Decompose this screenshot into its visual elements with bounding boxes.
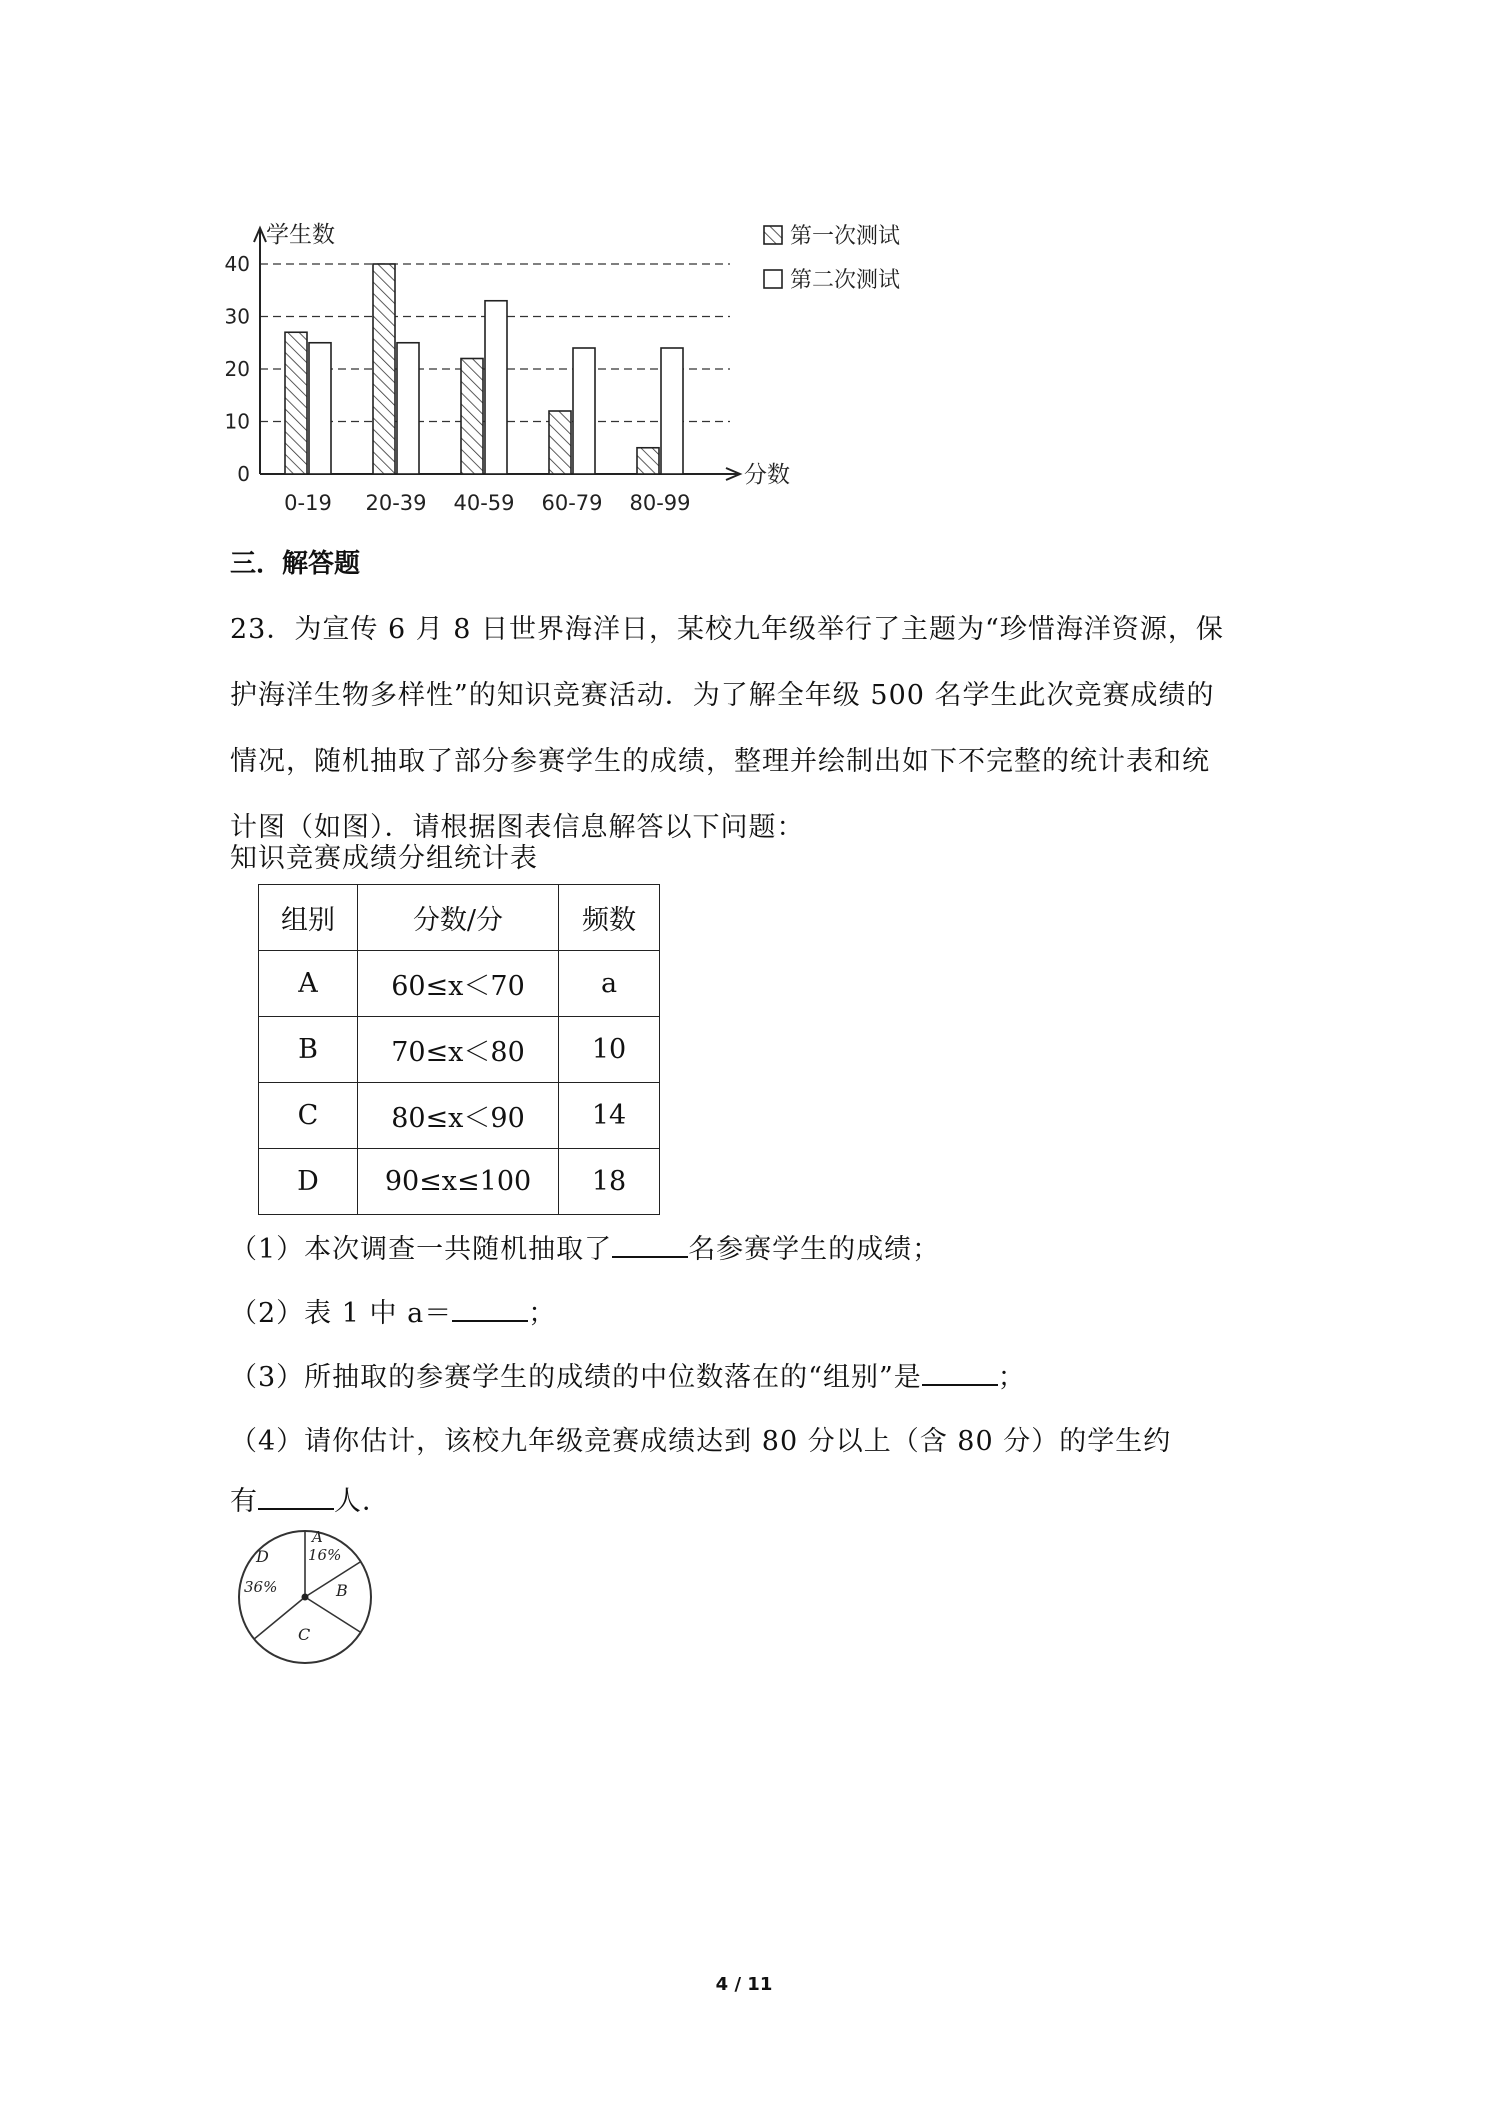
question-text: （4）请你估计，该校九年级竞赛成绩达到 80 分以上（含 80 分）的学生约 [230, 1426, 1172, 1457]
table-cell: A [259, 951, 358, 1017]
answer-blank[interactable] [922, 1362, 998, 1386]
x-tick-label: 40-59 [453, 491, 515, 515]
problem-line: 情况，随机抽取了部分参赛学生的成绩，整理并绘制出如下不完整的统计表和统 [230, 746, 1210, 777]
pie-label: A [312, 1528, 323, 1546]
question-text: 有 [230, 1486, 258, 1517]
bar-first-test [461, 359, 483, 475]
x-tick-label: 80-99 [629, 491, 691, 515]
score-table [258, 884, 660, 1215]
question-3 [230, 1355, 1026, 1394]
y-tick-label: 0 [237, 462, 250, 486]
table-cell: 90≤x≤100 [358, 1149, 559, 1215]
y-tick-label: 40 [224, 252, 250, 276]
table-header: 组别 [259, 885, 358, 951]
table-header-row [259, 885, 660, 951]
table-cell: 10 [559, 1017, 660, 1083]
bar-first-test [549, 411, 571, 474]
table-cell: B [259, 1017, 358, 1083]
table-title: 知识竞赛成绩分组统计表 [230, 843, 538, 874]
section-title: 三．解答题 [230, 549, 361, 579]
page-number: 4 / 11 [715, 1974, 773, 1995]
table-cell: 70≤x＜80 [358, 1017, 559, 1083]
bar-second-test [573, 348, 595, 474]
question-text: ； [997, 1362, 1026, 1393]
pie-label: B [336, 1581, 348, 1600]
y-tick-label: 10 [224, 409, 250, 434]
question-1 [230, 1227, 940, 1266]
table-header: 频数 [559, 885, 660, 951]
problem-line: 计图（如图）．请根据图表信息解答以下问题： [230, 812, 805, 843]
pie-label: D [256, 1547, 269, 1566]
x-tick-label: 60-79 [541, 491, 603, 515]
question-text: ； [528, 1298, 557, 1329]
answer-blank[interactable] [258, 1486, 334, 1510]
pie-value-label: 16% [308, 1546, 342, 1564]
table-cell: 14 [559, 1083, 660, 1149]
legend-swatch-blank [764, 270, 782, 288]
y-axis-label: 学生数 [266, 222, 335, 248]
question-text: （2）表 1 中 a＝ [230, 1298, 453, 1329]
legend-swatch-hatched [764, 226, 782, 244]
answer-blank[interactable] [452, 1298, 528, 1322]
question-text: （3）所抽取的参赛学生的成绩的中位数落在的“组别”是 [230, 1362, 922, 1393]
question-text: 名参赛学生的成绩； [688, 1234, 941, 1265]
table-row [259, 1017, 660, 1083]
pie-center [302, 1594, 309, 1601]
bar-second-test [485, 301, 507, 474]
x-axis-label: 分数 [744, 462, 790, 488]
problem-text [230, 597, 1290, 861]
x-tick-label: 20-39 [365, 491, 427, 515]
question-text: 人． [334, 1486, 390, 1517]
legend-label: 第一次测试 [790, 224, 901, 249]
bar-second-test [397, 343, 419, 474]
problem-line: 23．为宣传 6 月 8 日世界海洋日，某校九年级举行了主题为“珍惜海洋资源，保 [230, 614, 1224, 645]
bar-first-test [373, 264, 395, 474]
table-row [259, 951, 660, 1017]
question-4-cont [230, 1479, 390, 1518]
problem-line: 护海洋生物多样性”的知识竞赛活动．为了解全年级 500 名学生此次竞赛成绩的 [230, 680, 1215, 711]
bar-second-test [661, 348, 683, 474]
x-tick-label: 0-19 [284, 491, 332, 515]
answer-blank[interactable] [612, 1234, 688, 1258]
y-tick-label: 20 [224, 357, 250, 381]
pie-label: C [298, 1625, 311, 1644]
table-header: 分数/分 [358, 885, 559, 951]
table-cell: a [559, 951, 660, 1017]
question-4 [230, 1419, 1171, 1458]
y-tick-label: 30 [224, 304, 250, 329]
bar-first-test [637, 448, 659, 474]
table-cell: 80≤x＜90 [358, 1083, 559, 1149]
pie-value-label: 36% [244, 1578, 278, 1596]
table-row [259, 1083, 660, 1149]
bar-chart [210, 210, 930, 520]
bar-first-test [285, 332, 307, 474]
table-row [259, 1149, 660, 1215]
table-cell: 60≤x＜70 [358, 951, 559, 1017]
bar-second-test [309, 343, 331, 474]
question-text: （1）本次调查一共随机抽取了 [230, 1234, 613, 1265]
table-cell: 18 [559, 1149, 660, 1215]
table-cell: C [259, 1083, 358, 1149]
pie-chart [232, 1522, 382, 1672]
legend-label: 第二次测试 [790, 268, 901, 293]
table-cell: D [259, 1149, 358, 1215]
question-2 [230, 1291, 556, 1330]
